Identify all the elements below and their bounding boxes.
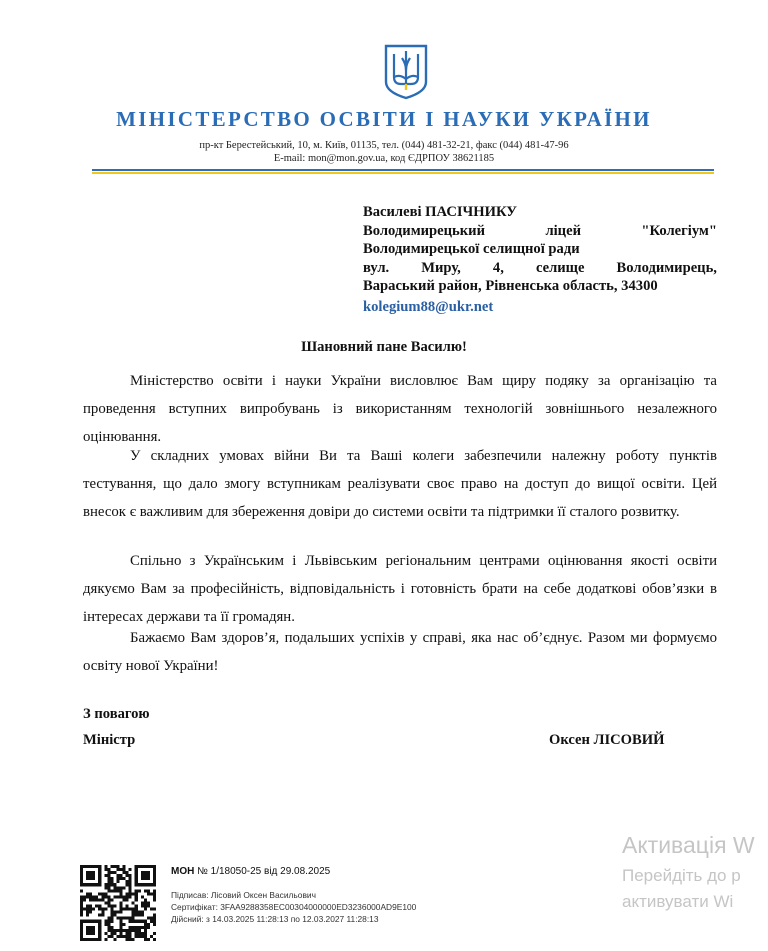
recipient-name: Василеві ПАСІЧНИКУ — [363, 204, 517, 220]
document-number-prefix: МОН — [171, 866, 195, 877]
closing-regards: З повагою — [83, 706, 150, 722]
recipient-region: Вараський район, Рівненська область, 34300 — [363, 278, 658, 294]
digital-signature-validity: Дійсний: з 14.03.2025 11:28:13 по 12.03.2027 11:28:13 — [171, 914, 379, 924]
windows-activation-line-2: активувати Wi — [622, 892, 734, 911]
qr-code-icon — [80, 865, 156, 941]
recipient-school-word: Володимирецький — [363, 222, 485, 239]
signer-position: Міністр — [83, 732, 136, 748]
recipient-block — [363, 203, 717, 296]
body-paragraph-2: У складних умовах війни Ви та Ваші колеги забезпечили належну роботу пунктів тестування, що дало змогу вступникам реалізувати своє право на доступ до вищої освіти. Цей внесок є важливим для збереження довіри до системи освіти та підтримки її сталого розвитку. — [83, 448, 717, 520]
document-number — [171, 866, 330, 877]
recipient-street-word: 4, — [492, 259, 504, 276]
body-paragraph-3: Спільно з Українським і Львівським регіональним центрами оцінювання якості освіти дякуємо Вам за професійність, відповідальність і готовність брати на себе додаткові обов’язки в інтересах держави та її громадян. — [83, 553, 717, 625]
body-paragraph-4: Бажаємо Вам здоров’я, подальших успіхів у справі, яка нас об’єднує. Разом ми формуємо освіту нової України! — [83, 630, 717, 674]
recipient-street-word: Володимирець, — [616, 259, 717, 276]
windows-activation-line-1: Перейдіть до р — [622, 866, 741, 885]
recipient-street-word: вул. — [363, 259, 390, 276]
windows-activation-title: Активація W — [622, 832, 755, 858]
ministry-title: МІНІСТЕРСТВО ОСВІТИ І НАУКИ УКРАЇНИ — [116, 107, 652, 131]
recipient-council: Володимирецької селищної ради — [363, 241, 580, 257]
ministry-email-and-code: E-mail: mon@mon.gov.ua, код ЄДРПОУ 38621185 — [273, 153, 495, 164]
salutation: Шановний пане Василю! — [301, 339, 467, 355]
header-rule-blue — [92, 169, 714, 171]
ministry-address: пр-кт Берестейський, 10, м. Київ, 01135, тел. (044) 481-32-21, факс (044) 481-47-96 — [199, 140, 569, 151]
document-number-value: № 1/18050-25 від 29.08.2025 — [194, 866, 331, 877]
recipient-street-word: селище — [535, 259, 585, 276]
digital-signature-signer: Підписав: Лісовий Оксен Васильович — [171, 890, 316, 900]
recipient-school-word: ліцей — [545, 222, 581, 239]
recipient-email-link[interactable]: kolegium88@ukr.net — [363, 299, 494, 315]
digital-signature-certificate: Сертифікат: 3FAA9288358EC00304000000ED3236000AD9E100 — [171, 902, 417, 912]
recipient-street — [363, 259, 717, 278]
recipient-school — [363, 222, 717, 241]
header-rule-yellow — [92, 172, 714, 174]
recipient-school-word: "Колегіум" — [641, 222, 717, 239]
signer-name: Оксен ЛІСОВИЙ — [549, 732, 665, 748]
recipient-street-word: Миру, — [421, 259, 461, 276]
body-paragraph-1: Міністерство освіти і науки України висловлює Вам щиру подяку за організацію та проведення вступних випробувань із використанням технологій зовнішнього незалежного оцінювання. — [83, 373, 717, 445]
ukraine-trident-emblem-icon — [384, 44, 428, 100]
